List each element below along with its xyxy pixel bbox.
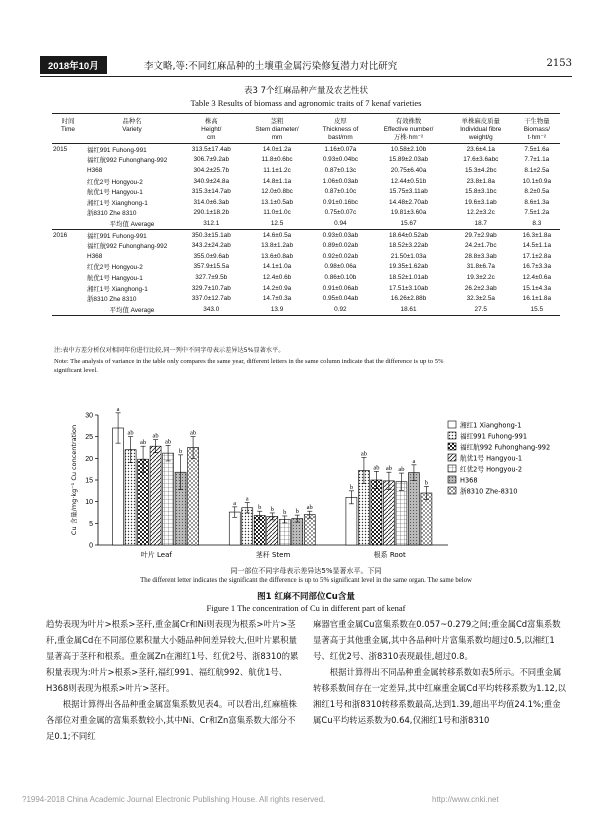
bar: [371, 480, 382, 545]
cell-value: 0.91±0.16bc: [322, 198, 358, 206]
cell-variety: 湘红1号 Xianghong-1: [87, 199, 148, 207]
cell-value: 10.1±0.9a: [522, 177, 552, 185]
bar: [267, 516, 278, 545]
cell-value: 16.7±3.3a: [522, 263, 552, 271]
cell-empty: [52, 304, 84, 315]
cell-year: [52, 165, 84, 176]
cell-average-value: 312.1: [180, 218, 243, 229]
cell-value: 7.5±1.6a: [524, 145, 550, 153]
body-left-para-2: 根据计算得出各品种重金属富集系数见表4。可以看出,红麻植株各部位对重金属的富集系数较小,其中Ni、Cr和Zn富集系数大部分不足0.1;不同红: [46, 699, 297, 741]
significance-letter: b: [295, 508, 299, 516]
cell-average-value: 18.61: [369, 304, 448, 315]
cell-value: 32.3±2.5a: [466, 295, 495, 303]
table-header-row-1: [52, 118, 560, 142]
cell-value: 0.93±0.04bc: [322, 156, 358, 164]
figure-caption-en: Figure 1 The concentration of Cu in different part of kenaf: [206, 603, 406, 613]
cell-value: 16.3±1.8a: [522, 231, 552, 239]
cell-year: [52, 197, 84, 208]
cell-value: 17.51±3.10ab: [389, 284, 429, 292]
cell-value: 29.7±2.9ab: [464, 231, 497, 239]
y-tick-label: 25: [85, 434, 93, 442]
cnki-url: http://www.cnki.net: [432, 795, 499, 804]
cell-value: 306.7±9.2ab: [193, 156, 229, 164]
cell-value: 14.48±2.70ab: [389, 198, 429, 206]
cell-value: 337.0±12.7ab: [191, 295, 231, 303]
table-caption-en: Table 3 Results of biomass and agronomic traits of 7 kenaf varieties: [190, 98, 422, 108]
significance-letter: ab: [360, 450, 367, 458]
body-right-para-2: 根据计算得出不同品种重金属转移系数如表5所示。不同重金属转移系数间存在一定差异,其中红麻重金属Cd平均转移系数为1.12,以湘红1号和浙8310转移系数最高,达到1.39,超出平均值24.1%;重金属Cu平均转运系数为0.64,仅湘红1号和浙8310: [313, 667, 566, 725]
legend-swatch: [448, 476, 456, 483]
cell-variety: 航优1号 Hangyou-1: [87, 189, 143, 197]
cell-value: 313.5±17.4ab: [191, 145, 231, 153]
legend-swatch: [448, 432, 456, 439]
cell-variety: 红优2号 Hongyou-2: [87, 178, 143, 186]
cell-value: 329.7±10.7ab: [191, 284, 231, 292]
average-row: [52, 218, 560, 229]
bar: [383, 481, 394, 545]
table-row: [52, 251, 560, 262]
y-tick-label: 15: [85, 477, 93, 485]
figure-caption-zh: 图1 红麻不同部位Cu含量: [257, 592, 355, 602]
cell-value: 327.7±9.5b: [195, 273, 228, 281]
cell-value: 19.6±3.1ab: [464, 198, 497, 206]
table-row: [52, 197, 560, 208]
table-caption-zh: 表3 7个红麻品种产量及农艺性状: [243, 86, 369, 96]
table-row: [52, 144, 560, 155]
cell-variety: 福红991 Fuhong-991: [87, 146, 147, 154]
cell-value: 19.35±1.62ab: [389, 263, 429, 271]
table-row: [52, 165, 560, 176]
y-tick-label: 30: [85, 412, 93, 420]
legend-label: H368: [460, 476, 478, 485]
table-3: [52, 118, 560, 316]
cell-value: 18.52±1.01ab: [389, 273, 429, 281]
cell-average-value: 12.5: [243, 218, 312, 229]
cell-year: 2015: [53, 145, 68, 153]
cell-average-value: 15.5: [514, 304, 560, 315]
cell-year: [52, 283, 84, 294]
cell-value: 14.5±1.1a: [522, 242, 552, 250]
cell-year: [52, 208, 84, 219]
cell-value: 14.0±1.2a: [262, 145, 292, 153]
cell-value: 23.8±1.8a: [466, 177, 495, 185]
cell-value: 315.3±14.7ab: [191, 188, 231, 196]
cell-value: 290.1±18.2b: [193, 209, 229, 217]
significance-letter: b: [270, 505, 274, 513]
cell-value: 350.3±15.1ab: [191, 231, 231, 239]
cell-average-value: 8.3: [514, 218, 560, 229]
table-row: [52, 208, 560, 219]
cell-value: 8.2±0.5a: [524, 188, 550, 196]
cu-concentration-chart: [40, 395, 580, 565]
x-category-label: 根系 Root: [373, 551, 406, 559]
legend-label: 湘红1 Xianghong-1: [460, 421, 522, 430]
cell-average-value: 0.92: [312, 304, 370, 315]
table-row: [52, 262, 560, 273]
cell-year: [52, 155, 84, 166]
y-tick-label: 20: [85, 455, 93, 463]
cell-value: 12.4±0.6a: [522, 273, 552, 281]
cell-empty: [52, 218, 84, 229]
cell-average-value: 13.9: [243, 304, 312, 315]
significance-letter: a: [233, 499, 237, 507]
running-header: [40, 56, 572, 74]
cell-value: 15.3±4.2bc: [464, 166, 497, 174]
cell-value: 8.1±2.5a: [524, 166, 550, 174]
cell-value: 19.81±3.60a: [390, 209, 427, 217]
cell-year: [52, 176, 84, 187]
cell-value: 1.16±0.07a: [324, 145, 357, 153]
cell-value: 16.1±1.8a: [522, 295, 552, 303]
cell-year: [52, 186, 84, 197]
significance-letter: a: [116, 405, 120, 413]
cell-variety: 浙8310 Zhe 8310: [87, 210, 137, 218]
cell-value: 19.3±2.2c: [466, 273, 495, 281]
cell-value: 15.89±2.03ab: [389, 156, 429, 164]
th-fibre: 单株麻皮质量 Individual fibre weight/g: [460, 118, 502, 141]
cell-value: 13.8±1.2ab: [261, 242, 294, 250]
table-note-zh: 注:表中方差分析仅对相同年份进行比较,同一列中不同字母表示差异达5%显著水平。: [54, 347, 285, 354]
cell-variety: 航优1号 Hangyou-1: [87, 274, 143, 282]
cell-value: 15.75±3.11ab: [389, 188, 428, 196]
y-tick-label: 5: [89, 520, 93, 528]
cell-value: 7.7±1.1a: [524, 156, 550, 164]
bar: [408, 473, 419, 545]
cell-year: [52, 240, 84, 251]
cell-value: 0.93±0.03ab: [322, 231, 359, 239]
cell-value: 15.1±4.3a: [522, 284, 552, 292]
cell-average-label: 平均值 Average: [84, 218, 180, 229]
significance-letter: ab: [152, 432, 159, 440]
cell-value: 11.8±0.6bc: [261, 156, 293, 164]
cell-value: 8.6±1.3a: [524, 198, 550, 206]
figure-note-en: The different letter indicates the significant the difference is up to 5% significant level in the same organ. The same below: [140, 577, 472, 584]
significance-letter: b: [349, 483, 354, 491]
cell-variety: H368: [87, 166, 103, 174]
th-biomass: 干生物量 Biomass/ t·hm⁻²: [523, 118, 550, 141]
cell-value: 343.2±24.2ab: [191, 242, 231, 250]
cell-variety: 福红航992 Fuhonghang-992: [87, 157, 168, 165]
table-row: [52, 229, 560, 240]
average-row: [52, 304, 560, 315]
body-right-col: [313, 616, 568, 728]
cell-value: 13.6±0.8ab: [261, 252, 294, 260]
cell-value: 314.0±6.3ab: [193, 198, 229, 206]
cell-value: 0.87±0.13c: [324, 166, 357, 174]
significance-letter: ab: [398, 466, 405, 474]
cell-value: 14.6±0.5a: [262, 231, 292, 239]
cell-value: 18.64±0.52ab: [389, 231, 429, 239]
cell-value: 0.91±0.06ab: [322, 284, 359, 292]
cell-variety: 浙8310 Zhe 8310: [87, 296, 137, 304]
th-time: 时间 Time: [61, 118, 75, 133]
legend-label: 浙8310 Zhe-8310: [460, 487, 518, 496]
bar: [421, 493, 432, 545]
bar: [346, 497, 357, 545]
cell-value: 10.58±2.10b: [390, 145, 427, 153]
cell-value: 0.75±0.07c: [324, 209, 357, 217]
cell-average-value: 343.0: [180, 304, 243, 315]
body-left-para-1: 趋势表现为叶片>根系>茎秆,重金属Cr和Ni则表现为根系>叶片>茎秆,重金属Cd在不同部位累积量大小随品种间差异较大,但叶片累积量显著高于茎秆和根系。重金属Zn在湘红1号、红优2号、浙8310的累积量表现为:叶片>根系>茎秆,福红991、福红航992、航优1号、H368则表现为根系>叶片>茎秆。: [46, 619, 299, 693]
cell-value: 304.2±25.7b: [193, 166, 229, 174]
cell-value: 7.5±1.2a: [524, 209, 550, 217]
table-row: [52, 240, 560, 251]
cell-value: 14.1±1.0a: [262, 263, 292, 271]
significance-letter: ab: [140, 439, 147, 447]
bar: [125, 450, 136, 545]
cell-year: [52, 251, 84, 262]
cell-average-value: 27.5: [448, 304, 514, 315]
th-effective: 有效株数 Effective number/ 万株·hm⁻²: [383, 118, 434, 141]
cell-value: 14.8±1.1a: [262, 177, 292, 185]
significance-letter: a: [412, 457, 416, 465]
significance-letter: b: [283, 508, 287, 516]
cell-variety: 福红991 Fuhong-991: [87, 232, 147, 240]
copyright-line: ?1994-2018 China Academic Journal Electronic Publishing House. All rights reserved.: [22, 795, 326, 804]
cell-value: 11.0±1.0c: [263, 209, 291, 217]
cell-average-label: 平均值 Average: [84, 304, 180, 315]
legend-swatch: [448, 487, 456, 494]
table-row: [52, 186, 560, 197]
article-title-header: 李文略,等:不同红麻品种的土壤重金属污染修复潜力对比研究: [144, 61, 398, 72]
cell-year: [52, 293, 84, 304]
cell-value: 17.6±3.6abc: [463, 156, 499, 164]
cell-value: 14.2±0.9a: [262, 284, 292, 292]
cell-value: 14.7±0.3a: [262, 295, 292, 303]
legend-swatch: [448, 421, 456, 428]
th-variety: 品种名 Variety: [122, 118, 142, 133]
table-row: [52, 293, 560, 304]
cell-value: 12.2±3.2c: [466, 209, 495, 217]
cell-value: 12.4±0.6b: [262, 273, 292, 281]
bar: [304, 515, 315, 545]
cell-average-value: 0.94: [312, 218, 370, 229]
legend-swatch: [448, 454, 456, 461]
cell-value: 23.6±4.1a: [466, 145, 495, 153]
cell-value: 24.2±1.7bc: [464, 242, 497, 250]
bar: [150, 446, 161, 545]
table-row: [52, 176, 560, 187]
bar: [396, 482, 407, 545]
bar: [242, 508, 253, 545]
table-body: [52, 144, 560, 316]
cell-value: 0.95±0.04ab: [322, 295, 359, 303]
cell-value: 17.1±2.8a: [522, 252, 552, 260]
cell-variety: 湘红1号 Xianghong-1: [87, 285, 148, 293]
cell-value: 28.8±3.3ab: [464, 252, 497, 260]
table-note-en-1: Note: The analysis of variance in the table only compares the same year, different letters in the same column indicate that the difference is up to 5%: [54, 358, 444, 365]
th-stem: 茎粗 Stem diameter/ mm: [255, 118, 299, 141]
y-tick-label: 0: [89, 542, 93, 550]
cell-average-value: 15.67: [369, 218, 448, 229]
issue-date: 2018年10月: [40, 56, 107, 74]
cell-value: 0.86±0.10b: [324, 273, 357, 281]
significance-letter: ab: [127, 429, 134, 437]
significance-letter: ab: [385, 465, 392, 473]
figure-note-zh: 同一部位不同字母表示差异达5%显著水平。下同: [230, 567, 382, 575]
bar: [163, 453, 174, 545]
page-number: 2153: [546, 58, 572, 69]
cell-average-value: 18.7: [448, 218, 514, 229]
significance-letter: ab: [190, 429, 197, 437]
cell-value: 340.9±24.8a: [193, 177, 229, 185]
legend-label: 红优2号 Hongyou-2: [460, 465, 523, 474]
y-axis-label: Cu 含量/mg·kg⁻¹ Cu concentration: [70, 424, 78, 536]
bar: [113, 428, 124, 545]
cell-variety: 红优2号 Hongyou-2: [87, 264, 143, 272]
table-top-rule: [52, 113, 560, 114]
cell-value: 26.2±2.3ab: [464, 284, 497, 292]
bar: [188, 448, 199, 546]
cell-value: 21.50±1.03a: [390, 252, 427, 260]
cell-value: 15.8±3.1bc: [464, 188, 497, 196]
legend-swatch: [448, 443, 456, 450]
x-category-label: 叶片 Leaf: [140, 551, 172, 559]
table-row: [52, 283, 560, 294]
legend-label: 福红991 Fuhong-991: [460, 432, 528, 441]
cell-variety: 福红航992 Fuhonghang-992: [87, 243, 168, 251]
cell-value: 0.89±0.02ab: [322, 242, 359, 250]
cell-value: 1.06±0.03ab: [322, 177, 359, 185]
cell-value: 18.52±3.22ab: [389, 242, 429, 250]
body-left-col: [46, 616, 301, 744]
significance-letter: b: [424, 479, 429, 487]
significance-letter: a: [245, 495, 249, 503]
cell-year: 2016: [53, 231, 68, 239]
bar: [292, 519, 303, 545]
cell-value: 16.26±2.88b: [390, 295, 427, 303]
cell-value: 12.0±0.8bc: [261, 188, 293, 196]
cell-value: 20.75±6.40a: [390, 166, 427, 174]
legend-label: 航优1号 Hangyou-1: [460, 454, 523, 463]
plot-area: [69, 406, 448, 559]
cell-value: 357.9±15.5a: [193, 263, 229, 271]
header-rule: [40, 76, 572, 77]
significance-letter: ab: [373, 464, 380, 472]
cell-year: [52, 262, 84, 273]
body-right-para-1: 麻器官重金属Cu富集系数在0.057~0.279之间;重金属Cd富集系数显著高于其他重金属,其中各品种叶片富集系数均超过0.5,以湘红1号、红优2号、浙8310表现最佳,超过0.8。: [313, 619, 561, 661]
significance-letter: ab: [306, 504, 313, 512]
table-row: [52, 155, 560, 166]
cell-value: 13.1±0.5ab: [261, 198, 294, 206]
table-note-en-2: significant level.: [54, 367, 98, 374]
cell-year: [52, 272, 84, 283]
significance-letter: b: [178, 447, 183, 455]
th-height: 株高 Height/ cm: [201, 118, 222, 141]
cell-value: 0.87±0.10c: [324, 188, 357, 196]
y-tick-label: 10: [85, 499, 93, 507]
table-row: [52, 272, 560, 283]
significance-letter: ab: [165, 438, 172, 446]
significance-letter: b: [258, 504, 262, 512]
legend-swatch: [448, 465, 456, 472]
cell-value: 355.0±9.6ab: [193, 252, 229, 260]
chart-legend: [448, 420, 550, 495]
bar: [279, 519, 290, 545]
cell-value: 12.44±0.51b: [390, 177, 427, 185]
cell-variety: H368: [87, 252, 103, 260]
cell-value: 0.92±0.02ab: [322, 252, 359, 260]
x-category-label: 茎秆 Stem: [255, 551, 291, 559]
cell-value: 0.98±0.06a: [324, 263, 357, 271]
legend-label: 福红航992 Fuhonghang-992: [460, 443, 551, 452]
cell-value: 11.1±1.2c: [263, 166, 291, 174]
th-thickness: 皮厚 Thickness of bast/mm: [322, 118, 359, 141]
cell-value: 31.8±6.7a: [466, 263, 495, 271]
